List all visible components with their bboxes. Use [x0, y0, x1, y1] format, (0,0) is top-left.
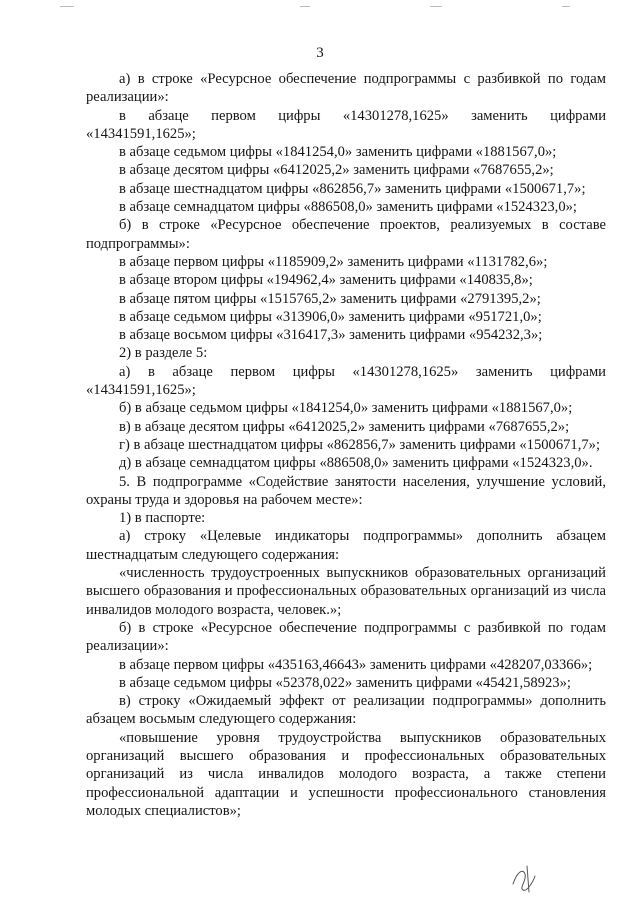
paragraph: в абзаце пятом цифры «1515765,2» заменить цифрами «2791395,2»;	[119, 290, 541, 307]
paragraph: б) в абзаце седьмом цифры «1841254,0» заменить цифрами «1881567,0»;	[119, 400, 573, 417]
paragraph: в абзаце восьмом цифры «316417,3» заменить цифрами «954232,3»;	[119, 327, 543, 344]
scan-artifact	[562, 6, 570, 7]
paragraph: в абзаце первом цифры «435163,46643» заменить цифрами «428207,03366»;	[119, 656, 593, 673]
paragraph: «повышение уровня трудоустройства выпускников образовательных организаций высшего образования и профессиональных образовательных организаций из числа инвалидов молодого возраста, а также степени профессиональной адаптации и успешности профессионального становления молодых специалистов»;	[86, 729, 606, 819]
paragraph: в абзаце седьмом цифры «1841254,0» заменить цифрами «1881567,0»;	[119, 144, 557, 161]
paragraph: в абзаце семнадцатом цифры «886508,0» заменить цифрами «1524323,0»;	[119, 199, 577, 216]
scan-artifact	[300, 6, 310, 7]
document-body	[86, 70, 606, 820]
paragraph: г) в абзаце шестнадцатом цифры «862856,7» заменить цифрами «1500671,7»;	[119, 436, 601, 453]
page-number: 3	[316, 45, 324, 61]
paragraph: в абзаце первом цифры «14301278,1625» заменить цифрами «14341591,1625»;	[86, 107, 606, 142]
paragraph: в абзаце седьмом цифры «313906,0» заменить цифрами «951721,0»;	[119, 308, 542, 325]
paragraph: а) строку «Целевые индикаторы подпрограммы» дополнить абзацем шестнадцатым следующего содержания:	[86, 528, 606, 563]
paragraph: в) в абзаце десятом цифры «6412025,2» заменить цифрами «7687655,2»;	[119, 418, 570, 435]
paragraph: в абзаце шестнадцатом цифры «862856,7» заменить цифрами «1500671,7»;	[119, 180, 586, 197]
paragraph: в абзаце десятом цифры «6412025,2» заменить цифрами «7687655,2»;	[119, 162, 554, 179]
paragraph: б) в строке «Ресурсное обеспечение подпрограммы с разбивкой по годам реализации»:	[86, 619, 606, 655]
paragraph: в абзаце первом цифры «1185909,2» заменить цифрами «1131782,6»;	[119, 253, 548, 270]
signature-mark-icon	[505, 862, 545, 894]
scan-artifact	[60, 6, 74, 7]
paragraph: 5. В подпрограмме «Содействие занятости населения, улучшение условий, охраны труда и здоровья на рабочем месте»:	[86, 473, 606, 508]
paragraph: 1) в паспорте:	[119, 510, 206, 527]
paragraph: в) строку «Ожидаемый эффект от реализации подпрограммы» дополнить абзацем восьмым следующего содержания:	[86, 693, 606, 728]
paragraph: в абзаце втором цифры «194962,4» заменить цифрами «140835,8»;	[119, 272, 533, 289]
paragraph: а) в абзаце первом цифры «14301278,1625» заменить цифрами «14341591,1625»;	[86, 363, 606, 399]
paragraph: 2) в разделе 5:	[119, 345, 208, 362]
paragraph: а) в строке «Ресурсное обеспечение подпрограммы с разбивкой по годам реализации»:	[86, 71, 606, 106]
scan-artifact	[430, 6, 442, 7]
paragraph: «численность трудоустроенных выпускников образовательных организаций высшего образования и профессиональных образовательных организаций из числа инвалидов молодого возраста, человек.»;	[86, 565, 606, 618]
paragraph: д) в абзаце семнадцатом цифры «886508,0» заменить цифрами «1524323,0».	[119, 455, 593, 472]
paragraph: б) в строке «Ресурсное обеспечение проектов, реализуемых в составе подпрограммы»:	[86, 217, 606, 252]
paragraph: в абзаце седьмом цифры «52378,022» заменить цифрами «45421,58923»;	[119, 674, 571, 691]
